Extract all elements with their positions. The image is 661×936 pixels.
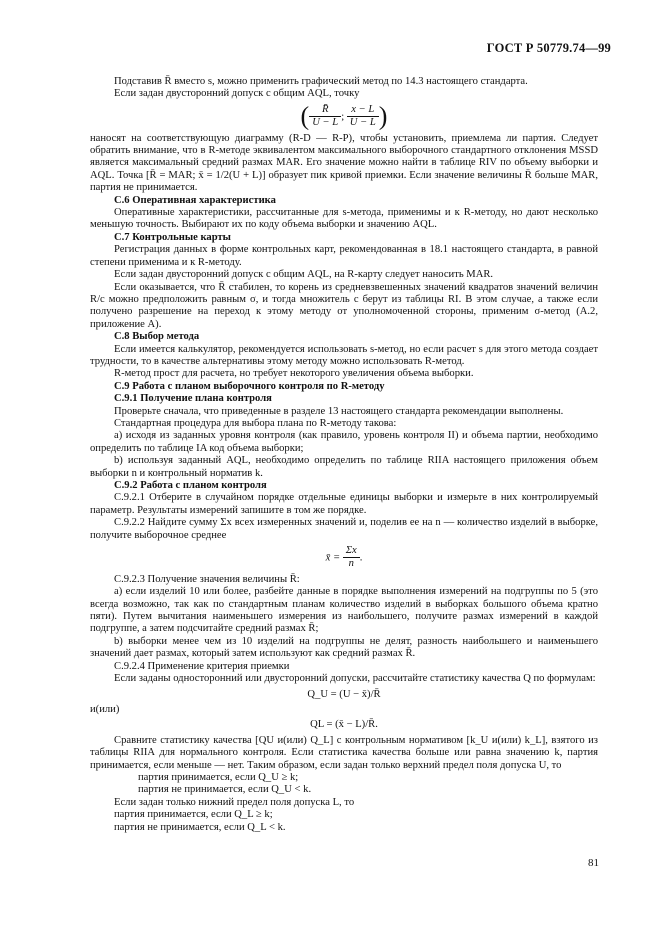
paragraph: Если имеется калькулятор, рекомендуется использовать s-метод, но если расчет s для этого метода создает трудности, то в качестве альтернативы этому методу можно использовать R-метод. bbox=[90, 343, 598, 367]
section-heading: С.8 Выбор метода bbox=[114, 331, 200, 343]
section-heading: С.7 Контрольные карты bbox=[114, 231, 231, 243]
paragraph: Если заданы односторонний или двусторонний допуски, рассчитайте статистику качества Q по формулам: bbox=[114, 673, 596, 685]
paragraph: Если задан двусторонний допуск с общим AQL, точку bbox=[114, 88, 360, 100]
paragraph: Q_U = (U − x̄)/R̄ bbox=[307, 688, 381, 700]
body-text bbox=[90, 76, 598, 834]
paragraph: Если задан двусторонний допуск с общим AQL, на R-карту следует наносить MAR. bbox=[114, 269, 494, 281]
paragraph: С.9.2.1 Отберите в случайном порядке отдельные единицы выборки и измерьте в них контролируемый параметр. Результаты измерений запишите в том же порядке. bbox=[90, 492, 598, 516]
paragraph: b) выборки менее чем из 10 изделий на подгруппы не делят, разность наибольшего и наименьшего значений дает размах, который затем используют как средний размах R̄. bbox=[90, 635, 598, 660]
paragraph: Проверьте сначала, что приведенные в разделе 13 настоящего стандарта рекомендации выполнены. bbox=[114, 405, 564, 417]
paragraph: партия не принимается, если Q_L < k. bbox=[114, 821, 286, 833]
paragraph: R-метод прост для расчета, но требует некоторого увеличения объема выборки. bbox=[114, 368, 474, 380]
paragraph: Подставив R̄ вместо s, можно применить графический метод по 14.3 настоящего стандарта. bbox=[114, 76, 528, 87]
section-heading: С.9 Работа с планом выборочного контроля по R-методу bbox=[114, 380, 385, 392]
section-heading: С.9.1 Получение плана контроля bbox=[114, 393, 272, 405]
paragraph: Оперативные характеристики, рассчитанные для s-метода, применимы и к R-методу, но дают несколько меньшую точность. Выбирают их по коду объема выборки и значению AQL. bbox=[90, 207, 598, 231]
paragraph: партия не принимается, если Q_U < k. bbox=[138, 784, 312, 796]
paragraph: наносят на соответствующую диаграмму (R-D — R-P), чтобы установить, приемлема ли партия. Следует обратить внимание, что в R-методе эквивалентом максимального выборочного стандартного отклонения MSSD является максимальный средний размах MAR. Его значение можно найти в таблице RIV по объему выборки и AQL. Точка [R̄ = MAR; x̄ = 1/2(U + L)] образует пик кривой приемки. Если значение величины R̄ больше MAR, партия не принимается. bbox=[90, 132, 598, 194]
section-heading: С.6 Оперативная характеристика bbox=[114, 194, 276, 206]
paragraph: Если оказывается, что R̄ стабилен, то корень из средневзвешенных значений квадратов значений величин R/c можно предположить равным σ, и тогда множитель c берут из таблицы RI. В этом случае, а также если получено разрешение на переход к этому методу от уполномоченной стороны, применим σ-метод (А.2, приложение А). bbox=[90, 281, 598, 330]
paragraph: Стандартная процедура для выбора плана по R-методу такова: bbox=[114, 417, 397, 429]
paragraph: Сравните статистику качества [QU и(или) Q_L] с контрольным нормативом [k_U и(или) k_L], взятого из таблицы RIIA для нормального контроля. Если статистика качества больше или равна значению k, партия принимается, если меньше — нет. Таким образом, если задан только верхний предел поля допуска U, то bbox=[90, 734, 598, 771]
paragraph: С.9.2.4 Применение критерия приемки bbox=[114, 660, 290, 672]
paragraph: b) используя заданный AQL, необходимо определить по таблице RIIA настоящего приложения объем выборки n и контрольный норматив k. bbox=[90, 455, 598, 479]
paragraph: С.9.2.3 Получение значения величины R̄: bbox=[114, 573, 300, 585]
paragraph: Если задан только нижний предел поля допуска L, то bbox=[114, 796, 355, 808]
paragraph: а) если изделий 10 или более, разбейте данные в порядке выполнения измерений на подгруппы по 5 (это всегда возможно, так как по стандартным планам количество изделий в выборках большого объема кратно пяти). Путем вычитания наименьшего измерения из наибольшего, получите размах измерений в каждой подгруппе, а затем подсчитайте средний размах R̄; bbox=[90, 586, 598, 635]
paragraph: QL = (x̄ − L)/R̄. bbox=[310, 719, 378, 731]
page-number: 81 bbox=[588, 857, 599, 869]
paragraph: Регистрация данных в форме контрольных карт, рекомендованная в 18.1 настоящего стандарта, в равной степени применима и к R-методу. bbox=[90, 244, 598, 268]
running-header: ГОСТ Р 50779.74—99 bbox=[486, 41, 611, 55]
paragraph: и(или) bbox=[90, 703, 120, 715]
paragraph: партия принимается, если Q_U ≥ k; bbox=[138, 771, 299, 783]
paragraph: партия принимается, если Q_L ≥ k; bbox=[114, 809, 273, 821]
paragraph: а) исходя из заданных уровня контроля (как правило, уровень контроля II) и объема партии, необходимо определить по таблице IA код объема выборки; bbox=[90, 430, 598, 454]
formula-point: ( $\frac{R̄}{U - L}$ ; $\frac{x - L}{U - L}$ ) bbox=[300, 101, 388, 131]
formula-mean: x̄ = $\frac{\Sigma x}{n}$ . bbox=[325, 545, 363, 570]
section-heading: С.9.2 Работа с планом контроля bbox=[114, 480, 267, 491]
paragraph: С.9.2.2 Найдите сумму Σx всех измеренных значений и, поделив ее на n — количество изделий в выборке, получите выборочное среднее bbox=[90, 517, 598, 541]
